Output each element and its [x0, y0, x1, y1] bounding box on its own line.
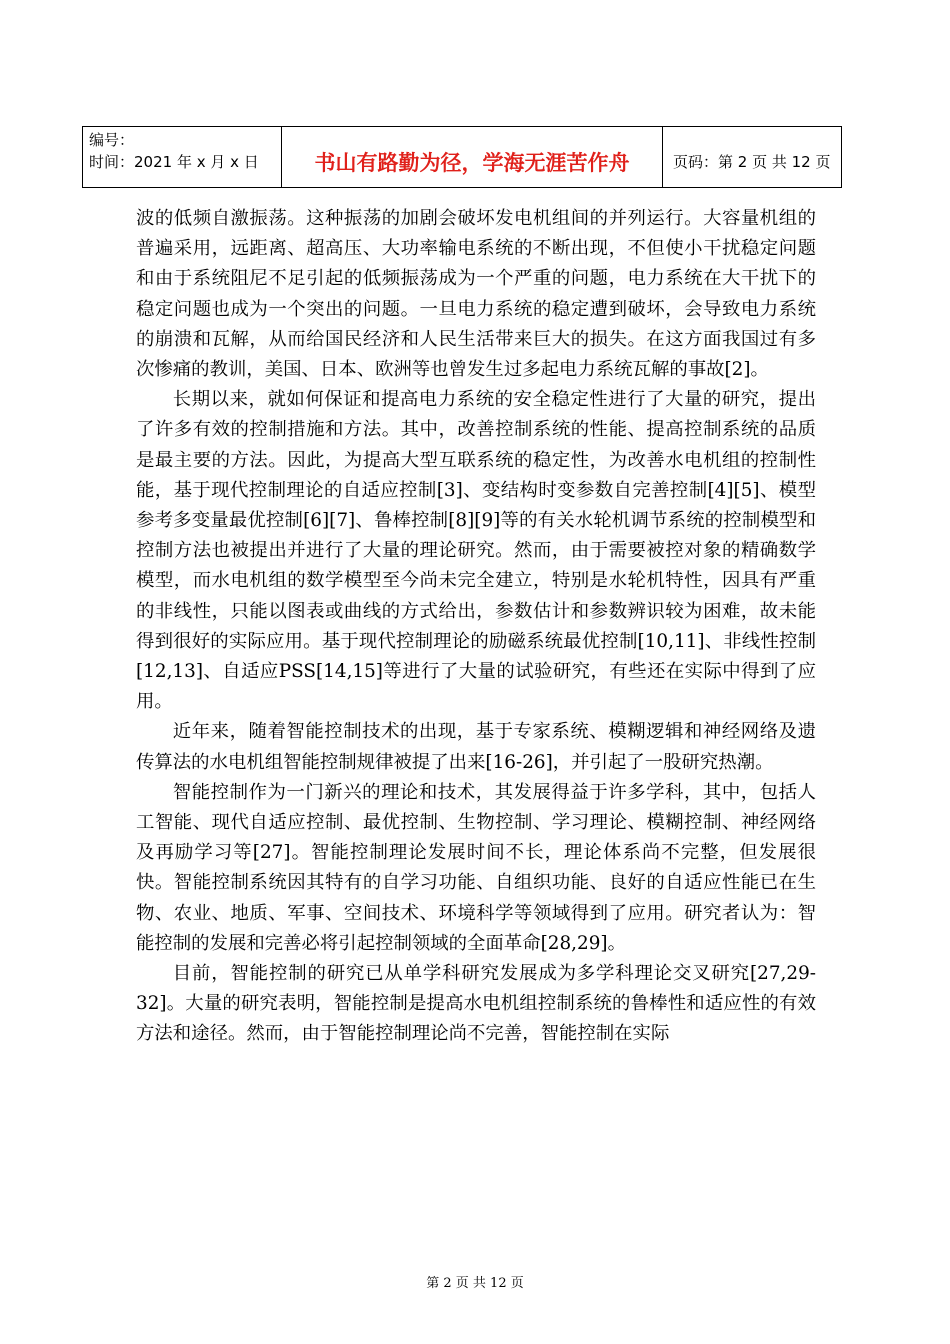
- document-date-label: 时间：2021 年 x 月 x 日: [89, 153, 259, 171]
- document-body: [136, 204, 816, 1050]
- paragraph: 长期以来，就如何保证和提高电力系统的安全稳定性进行了大量的研究，提出了许多有效的控制措施和方法。其中，改善控制系统的性能、提高控制系统的品质是最主要的方法。因此，为提高大型互联系统的稳定性，为改善水电机组的控制性能，基于现代控制理论的自适应控制[3]、变结构时变参数自完善控制[4][5]、模型参考多变量最优控制[6][7]、鲁棒控制[8][9]等的有关水轮机调节系统的控制模型和控制方法也被提出并进行了大量的理论研究。然而，由于需要被控对象的精确数学模型，而水电机组的数学模型至今尚未完全建立，特别是水轮机特性，因具有严重的非线性，只能以图表或曲线的方式给出，参数估计和参数辨识较为困难，故未能得到很好的实际应用。基于现代控制理论的励磁系统最优控制[10,11]、非线性控制[12,13]、自适应PSS[14,15]等进行了大量的试验研究，有些还在实际中得到了应用。: [136, 389, 816, 713]
- paragraph: 近年来，随着智能控制技术的出现，基于专家系统、模糊逻辑和神经网络及遗传算法的水电机组智能控制规律被提了出来[16-26]，并引起了一股研究热潮。: [136, 721, 816, 773]
- paragraph: 智能控制作为一门新兴的理论和技术，其发展得益于许多学科，其中，包括人工智能、现代自适应控制、最优控制、生物控制、学习理论、模糊控制、神经网络及再励学习等[27]。智能控制理论发展时间不长，理论体系尚不完整，但发展很快。智能控制系统因其特有的自学习功能、自组织功能、良好的自适应性能已在生物、农业、地质、军事、空间技术、环境科学等领域得到了应用。研究者认为：智能控制的发展和完善必将引起控制领域的全面革命[28,29]。: [136, 781, 816, 954]
- header-meta-cell: [83, 127, 282, 188]
- page-header-table: [82, 126, 842, 188]
- paragraph: 目前，智能控制的研究已从单学科研究发展成为多学科理论交叉研究[27,29-32]。大量的研究表明，智能控制是提高水电机组控制系统的鲁棒性和适应性的有效方法和途径。然而，由于智能控制理论尚不完善，智能控制在实际: [136, 963, 816, 1045]
- page-footer: 第 2 页 共 12 页: [426, 1276, 524, 1291]
- paragraph-continuation: 波的低频自激振荡。这种振荡的加剧会破坏发电机组间的并列运行。大容量机组的普遍采用，远距离、超高压、大功率输电系统的不断出现，不但使小干扰稳定问题和由于系统阻尼不足引起的低频振荡成为一个严重的问题，电力系统在大干扰下的稳定问题也成为一个突出的问题。一旦电力系统的稳定遭到破坏，会导致电力系统的崩溃和瓦解，从而给国民经济和人民生活带来巨大的损失。在这方面我国过有多次惨痛的教训，美国、日本、欧洲等也曾发生过多起电力系统瓦解的事故[2]。: [136, 208, 816, 381]
- document-number-label: 编号：: [89, 131, 135, 149]
- header-motto: 书山有路勤为径，学海无涯苦作舟: [282, 127, 663, 188]
- header-page-info: 页码：第 2 页 共 12 页: [663, 127, 842, 188]
